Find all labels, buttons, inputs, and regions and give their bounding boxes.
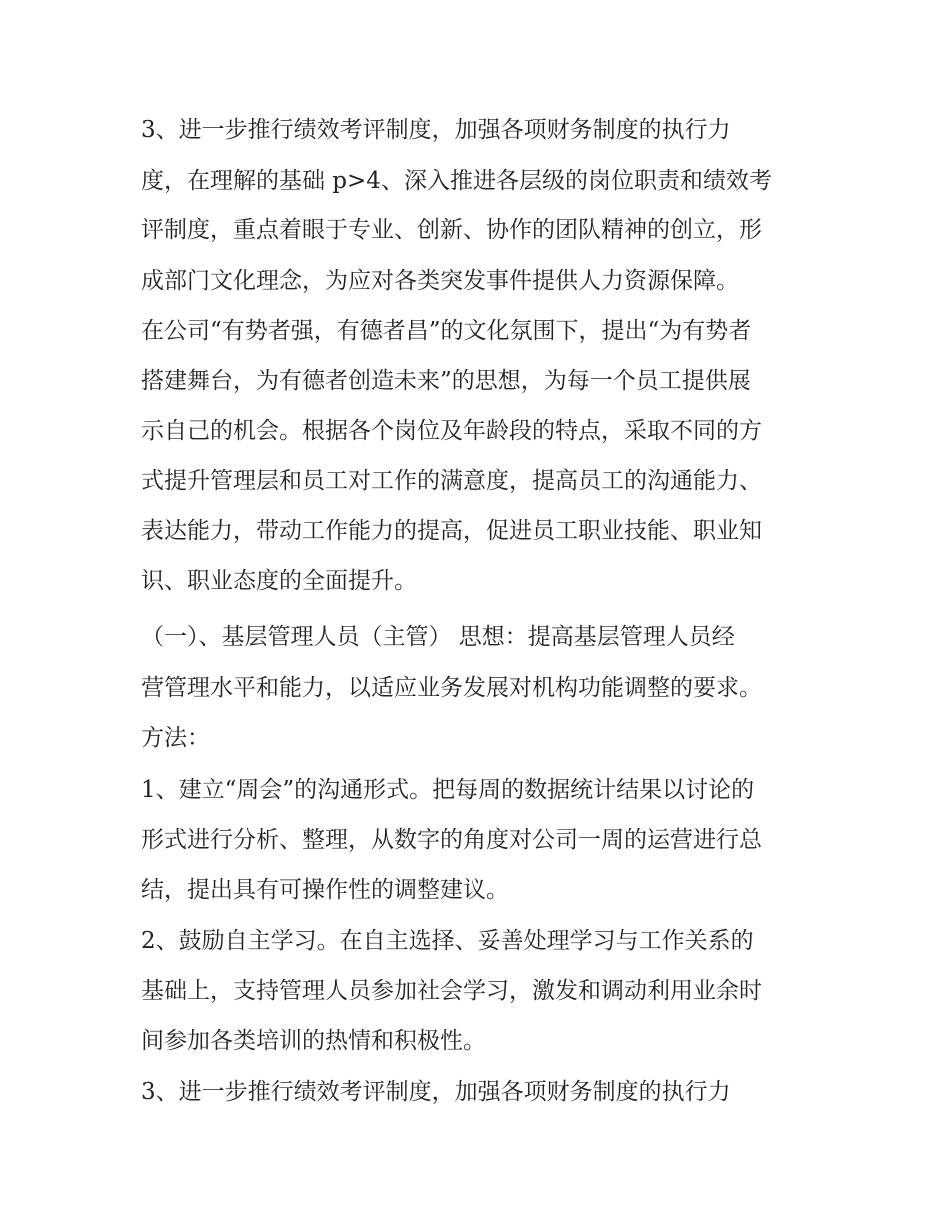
text-line: 成部门文化理念，为应对各类突发事件提供人力资源保障。 — [141, 268, 739, 294]
text-line: 形式进行分析、整理，从数字的角度对公司一周的运营进行总 — [141, 827, 762, 853]
list-item: 2、鼓励自主学习。在自主选择、妥善处理学习与工作关系的 — [141, 928, 754, 954]
text-line: 结，提出具有可操作性的调整建议。 — [141, 877, 509, 903]
section-heading: （一）、基层管理人员（主管） 思想：提高基层管理人员经 — [141, 624, 735, 650]
text-line: 表达能力，带动工作能力的提高，促进员工职业技能、职业知 — [141, 518, 762, 544]
text-line: 示自己的机会。根据各个岗位及年龄段的特点，采取不同的方 — [141, 418, 762, 444]
text-line: 搭建舞台，为有德者创造未来”的思想，为每一个员工提供展 — [141, 368, 751, 394]
text-line: 营管理水平和能力，以适应业务发展对机构功能调整的要求。 — [141, 675, 762, 701]
list-item: 3、进一步推行绩效考评制度，加强各项财务制度的执行力 — [141, 1079, 731, 1105]
text-line: 基础上，支持管理人员参加社会学习，激发和调动利用业余时 — [141, 978, 762, 1004]
text-line: 方法： — [141, 725, 210, 751]
text-line: 度，在理解的基础 p>4、深入推进各层级的岗位职责和绩效考 — [141, 168, 772, 194]
text-line: 式提升管理层和员工对工作的满意度，提高员工的沟通能力、 — [141, 468, 762, 494]
text-line: 识、职业态度的全面提升。 — [141, 568, 417, 594]
text-line: 3、进一步推行绩效考评制度，加强各项财务制度的执行力 — [141, 117, 731, 143]
text-line: 间参加各类培训的热情和积极性。 — [141, 1028, 486, 1054]
list-item: 1、建立“周会”的沟通形式。把每周的数据统计结果以讨论的 — [141, 777, 755, 803]
text-line: 评制度，重点着眼于专业、创新、协作的团队精神的创立，形 — [141, 217, 762, 243]
text-line: 在公司“有势者强，有德者昌”的文化氛围下，提出“为有势者 — [141, 318, 752, 344]
